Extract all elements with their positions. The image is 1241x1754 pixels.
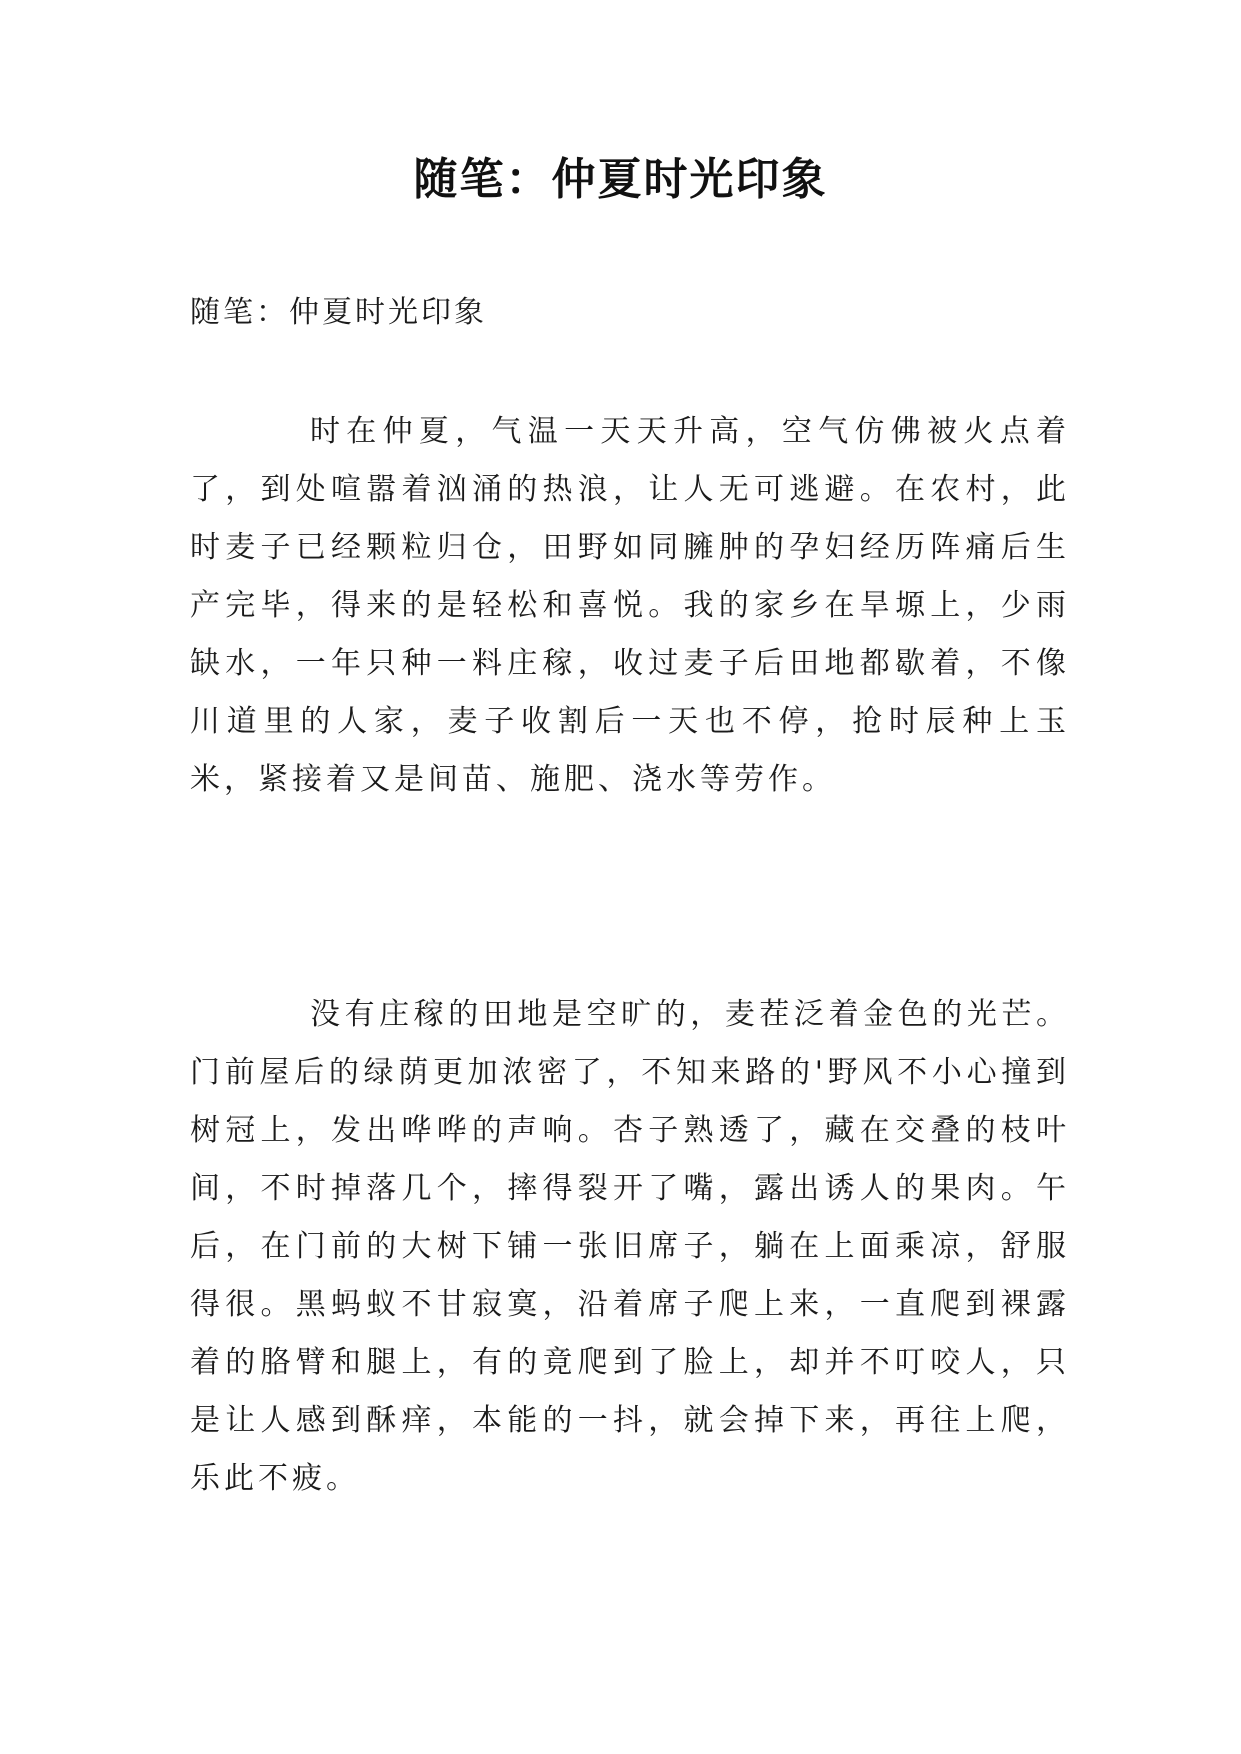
document-subtitle: 随笔：仲夏时光印象 xyxy=(190,295,487,330)
body-paragraph-1: 时在仲夏，气温一天天升高，空气仿佛被火点着了，到处喧嚣着汹涌的热浪，让人无可逃避。在农村，此时麦子已经颗粒归仓，田野如同臃肿的孕妇经历阵痛后生产完毕，得来的是轻松和喜悦。我的家乡在旱塬上，少雨缺水，一年只种一料庄稼，收过麦子后田地都歇着，不像川道里的人家，麦子收割后一天也不停，抢时辰种上玉米，紧接着又是间苗、施肥、浇水等劳作。 xyxy=(190,414,1070,797)
document-title: 随笔：仲夏时光印象 xyxy=(413,154,828,205)
body-paragraph-2: 没有庄稼的田地是空旷的，麦茬泛着金色的光芒。门前屋后的绿荫更加浓密了，不知来路的'野风不小心撞到树冠上，发出哗哗的声响。杏子熟透了，藏在交叠的枝叶间，不时掉落几个，摔得裂开了嘴，露出诱人的果肉。午后，在门前的大树下铺一张旧席子，躺在上面乘凉，舒服得很。黑蚂蚁不甘寂寞，沿着席子爬上来，一直爬到裸露着的胳臂和腿上，有的竟爬到了脸上，却并不叮咬人，只是让人感到酥痒，本能的一抖，就会掉下来，再往上爬，乐此不疲。 xyxy=(190,997,1070,1496)
